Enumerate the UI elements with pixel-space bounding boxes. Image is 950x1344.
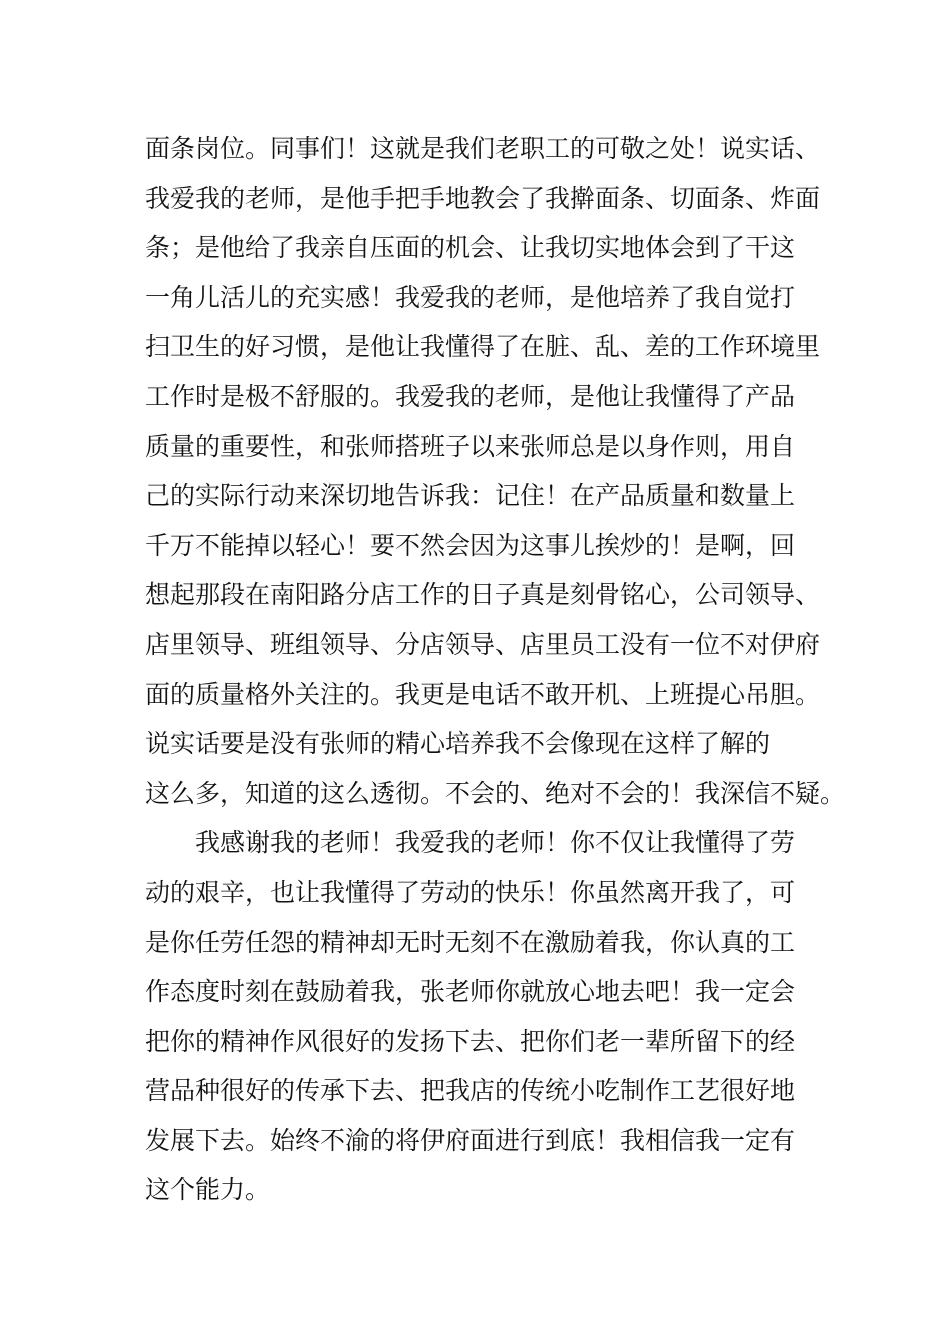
text-line: 面条岗位。同事们！这就是我们老职工的可敬之处！说实话、 — [145, 134, 821, 163]
text-line: 我感谢我的老师！我爱我的老师！你不仅让我懂得了劳 — [195, 828, 796, 858]
text-line: 我爱我的老师，是他手把手地教会了我擀面条、切面条、炸面 — [145, 183, 821, 213]
text-line: 动的艰辛，也让我懂得了劳动的快乐！你虽然离开我了，可 — [145, 877, 796, 907]
text-line: 己的实际行动来深切地告诉我：记住！在产品质量和数量上 — [145, 481, 796, 511]
text-line: 营品种很好的传承下去、把我店的传统小吃制作工艺很好地 — [145, 1076, 796, 1106]
text-line: 工作时是极不舒服的。我爱我的老师，是他让我懂得了产品 — [145, 381, 796, 411]
text-line: 面的质量格外关注的。我更是电话不敢开机、上班提心吊胆。 — [145, 679, 821, 709]
paragraph-2 — [145, 818, 835, 1215]
text-line: 一角儿活儿的充实感！我爱我的老师，是他培养了我自觉打 — [145, 282, 796, 312]
text-line: 店里领导、班组领导、分店领导、店里员工没有一位不对伊府 — [145, 629, 821, 659]
text-line: 质量的重要性，和张师搭班子以来张师总是以身作则，用自 — [145, 431, 796, 461]
text-line: 想起那段在南阳路分店工作的日子真是刻骨铭心，公司领导、 — [145, 580, 821, 610]
text-line: 说实话要是没有张师的精心培养我不会像现在这样了解的 — [145, 729, 771, 759]
text-line: 是你任劳任怨的精神却无时无刻不在激励着我，你认真的工 — [145, 927, 796, 957]
paragraph-1 — [145, 124, 846, 818]
text-line: 千万不能掉以轻心！要不然会因为这事儿挨炒的！是啊，回 — [145, 530, 796, 560]
text-line: 扫卫生的好习惯，是他让我懂得了在脏、乱、差的工作环境里 — [145, 332, 821, 362]
text-line: 条；是他给了我亲自压面的机会、让我切实地体会到了干这 — [145, 233, 796, 263]
text-line: 这么多，知道的这么透彻。不会的、绝对不会的！我深信不疑。 — [145, 778, 846, 808]
body-text — [145, 124, 846, 1215]
text-line: 这个能力。 — [145, 1175, 271, 1205]
text-line: 作态度时刻在鼓励着我，张老师你就放心地去吧！我一定会 — [145, 977, 796, 1007]
text-line: 发展下去。始终不渝的将伊府面进行到底！我相信我一定有 — [145, 1125, 796, 1155]
text-line: 把你的精神作风很好的发扬下去、把你们老一辈所留下的经 — [145, 1026, 796, 1056]
